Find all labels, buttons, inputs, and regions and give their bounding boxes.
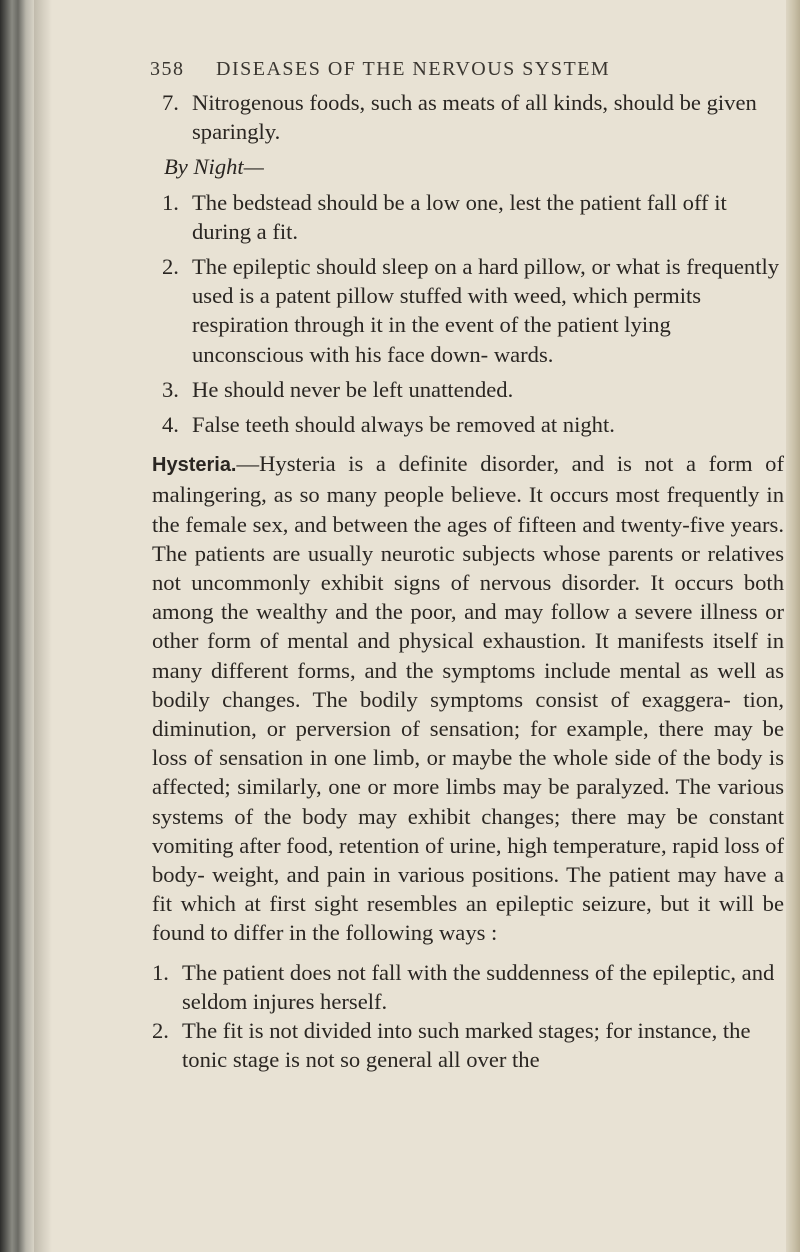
running-head bbox=[152, 58, 784, 88]
item-text: The epileptic should sleep on a hard pillow, or what is frequently used is a patent pillow stuffed with weed, which permits respiration through it in the event of the patient lying unconscious with his face down- wards. bbox=[192, 254, 780, 367]
item-number: 2. bbox=[162, 254, 179, 280]
item-text: He should never be left unattended. bbox=[192, 376, 514, 402]
item-text: The patient does not fall with the suddenness of the epileptic, and seldom injures herself. bbox=[182, 959, 775, 1014]
item-number: 1. bbox=[152, 959, 169, 985]
list-item bbox=[152, 375, 784, 404]
paragraph-body: —Hysteria is a definite disorder, and is not a form of malingering, as so many people believe. It occurs most frequently in the female sex, and between the ages of fifteen and twenty-five years. The patients are usually neurotic subjects whose parents or relatives not uncommonly exhibit signs of nervous disorder. It occurs both among the wealthy and the poor, and may follow a severe illness or other form of mental and physical exhaustion. It manifests itself in many different forms, and the symptoms include mental as well as bodily changes. The bodily symptoms consist of exaggera- tion, diminution, or perversion of sensation; for example, there may be loss of sensation in one limb, or maybe the whole side of the body is affected; similarly, one or more limbs may be paralyzed. The various systems of the body may exhibit changes; there may be constant vomiting after food, retention of urine, high temperature, rapid loss of body- weight, and pain in various positions. The patient may have a fit which at first sight resembles an epileptic seizure, but it will be found to differ in the following ways : bbox=[152, 451, 784, 946]
list-item bbox=[152, 252, 784, 369]
list-item bbox=[152, 958, 784, 1016]
page-body bbox=[152, 88, 784, 1075]
item-text: False teeth should always be removed at night. bbox=[192, 412, 615, 438]
item-text: Nitrogenous foods, such as meats of all kinds, should be given sparingly. bbox=[192, 90, 757, 145]
item-number: 3. bbox=[162, 376, 179, 402]
section-subheading: By Night— bbox=[164, 154, 264, 180]
item-text: The bedstead should be a low one, lest the patient fall off it during a fit. bbox=[192, 189, 727, 244]
list-item bbox=[152, 1016, 784, 1074]
binding-shadow bbox=[34, 0, 52, 1252]
item-text: The fit is not divided into such marked stages; for instance, the tonic stage is not so general all over the bbox=[182, 1018, 751, 1073]
section-lead: Hysteria. bbox=[152, 454, 237, 477]
item-number: 1. bbox=[162, 189, 179, 215]
list-item bbox=[152, 188, 784, 246]
list-item bbox=[152, 410, 784, 439]
book-binding bbox=[0, 0, 34, 1252]
item-number: 7. bbox=[162, 90, 179, 115]
running-title: DISEASES OF THE NERVOUS SYSTEM bbox=[216, 58, 611, 80]
list-item bbox=[152, 88, 784, 146]
hysteria-paragraph bbox=[152, 449, 784, 947]
book-page bbox=[152, 58, 784, 1075]
item-number: 2. bbox=[152, 1018, 169, 1044]
page-number: 358 bbox=[150, 58, 185, 80]
item-number: 4. bbox=[162, 412, 179, 438]
page-edge bbox=[786, 0, 800, 1252]
